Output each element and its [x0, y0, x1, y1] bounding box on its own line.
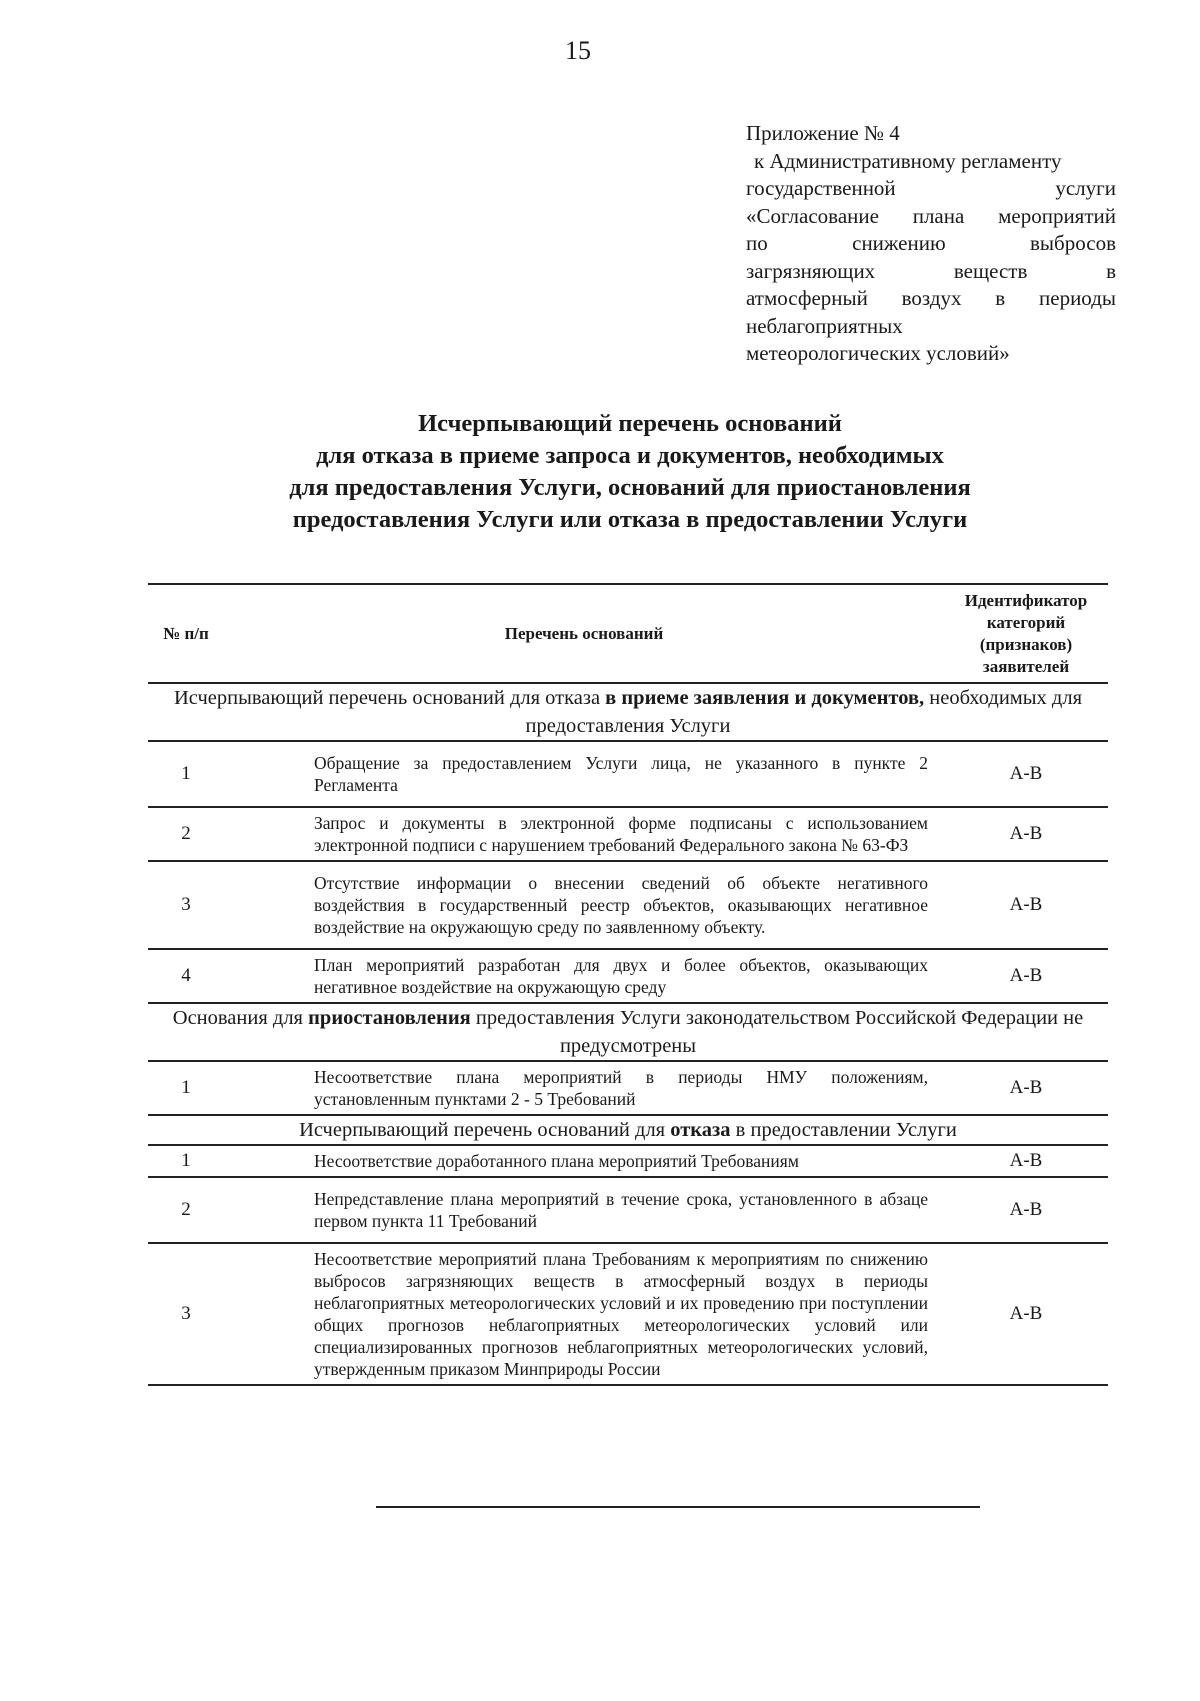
row-ground-text: Несоответствие доработанного плана мероприятий Требованиям	[224, 1145, 944, 1177]
section-heading-text: предоставления Услуги законодательством Российской Федерации не предусмотрены	[470, 1007, 1084, 1057]
row-ground-text: Несоответствие мероприятий плана Требованиям к мероприятиям по снижению выбросов загрязняющих веществ в атмосферный воздух в периоды неблагоприятных метеорологических условий и их проведению при поступлении общих прогнозов неблагоприятных метеорологических условий или специализированных прогнозов неблагоприятных метеорологических условий, утвержденным приказом Минприроды России	[224, 1243, 944, 1385]
end-rule	[376, 1506, 980, 1508]
table-row	[148, 741, 1108, 807]
row-ground-text: Запрос и документы в электронной форме подписаны с использованием электронной подписи с нарушением требований Федерального закона № 63-ФЗ	[224, 807, 944, 861]
row-category-code: А-В	[944, 807, 1108, 861]
row-number: 2	[148, 1177, 224, 1243]
row-number: 2	[148, 807, 224, 861]
row-category-code: А-В	[944, 1243, 1108, 1385]
row-category-code: А-В	[944, 1177, 1108, 1243]
appendix-reference	[746, 120, 1116, 368]
appendix-line: по снижению выбросов	[746, 231, 1116, 255]
table-row	[148, 1061, 1108, 1115]
title-line: для отказа в приеме запроса и документов, необходимых	[316, 442, 944, 469]
table-header-row	[148, 584, 1108, 683]
row-number: 3	[148, 861, 224, 949]
row-ground-text: Несоответствие плана мероприятий в периоды НМУ положениям, установленным пунктами 2 - 5 Требований	[224, 1061, 944, 1115]
row-number: 4	[148, 949, 224, 1003]
table-row	[148, 861, 1108, 949]
grounds-table	[148, 583, 1108, 1386]
table-row	[148, 1145, 1108, 1177]
section-heading-text: Исчерпывающий перечень оснований для отказа	[173, 687, 606, 709]
header-grounds-list: Перечень оснований	[224, 584, 944, 683]
row-category-code: А-В	[944, 1061, 1108, 1115]
table-row	[148, 807, 1108, 861]
section-heading-emphasis: приостановления	[308, 1007, 471, 1029]
row-ground-text: Непредставление плана мероприятий в течение срока, установленного в абзаце первом пункта 11 Требований	[224, 1177, 944, 1243]
row-ground-text: План мероприятий разработан для двух и более объектов, оказывающих негативное воздействие на окружающую среду	[224, 949, 944, 1003]
title-line: для предоставления Услуги, оснований для приостановления	[289, 474, 971, 501]
section-heading-row	[148, 1003, 1108, 1061]
section-heading-row	[148, 1115, 1108, 1145]
row-ground-text: Обращение за предоставлением Услуги лица, не указанного в пункте 2 Регламента	[224, 741, 944, 807]
section-heading	[148, 683, 1108, 741]
section-heading	[148, 1003, 1108, 1061]
title-line: предоставления Услуги или отказа в предоставлении Услуги	[292, 506, 968, 533]
appendix-line: к Административному регламенту	[754, 148, 1062, 173]
header-applicant-category: Идентификатор категорий (признаков) заявителей	[944, 584, 1108, 683]
row-ground-text: Отсутствие информации о внесении сведений об объекте негативного воздействия в государственный реестр объектов, оказывающих негативное воздействие на окружающую среду по заявленному объекту.	[224, 861, 944, 949]
row-category-code: А-В	[944, 1145, 1108, 1177]
row-category-code: А-В	[944, 741, 1108, 807]
row-number: 1	[148, 741, 224, 807]
section-heading-text: необходимых для предоставления Услуги	[525, 687, 1083, 737]
section-heading-text: Исчерпывающий перечень оснований для	[299, 1119, 671, 1141]
row-category-code: А-В	[944, 861, 1108, 949]
row-category-code: А-В	[944, 949, 1108, 1003]
appendix-line: государственной услуги	[746, 176, 1116, 200]
section-heading-row	[148, 683, 1108, 741]
section-heading	[148, 1115, 1108, 1145]
header-number: № п/п	[148, 584, 224, 683]
table-row	[148, 949, 1108, 1003]
appendix-line: атмосферный воздух в периоды	[746, 286, 1116, 310]
section-heading-text: Основания для	[172, 1007, 309, 1029]
appendix-line: «Согласование плана мероприятий	[746, 203, 1116, 228]
table-row	[148, 1177, 1108, 1243]
table-body	[148, 683, 1108, 1385]
title-line: Исчерпывающий перечень оснований	[418, 410, 842, 437]
appendix-line: Приложение № 4	[746, 121, 900, 145]
page-number: 15	[565, 36, 591, 65]
row-number: 1	[148, 1145, 224, 1177]
section-heading-text: в предоставлении Услуги	[730, 1119, 957, 1141]
table-row	[148, 1243, 1108, 1385]
appendix-line: неблагоприятных	[746, 313, 903, 338]
section-heading-emphasis: в приеме заявления и документов,	[605, 687, 925, 709]
row-number: 1	[148, 1061, 224, 1115]
appendix-line: загрязняющих веществ в	[746, 258, 1116, 283]
section-heading-emphasis: отказа	[670, 1119, 731, 1141]
row-number: 3	[148, 1243, 224, 1385]
appendix-line: метеорологических условий»	[746, 341, 1010, 365]
document-title	[160, 408, 1100, 536]
